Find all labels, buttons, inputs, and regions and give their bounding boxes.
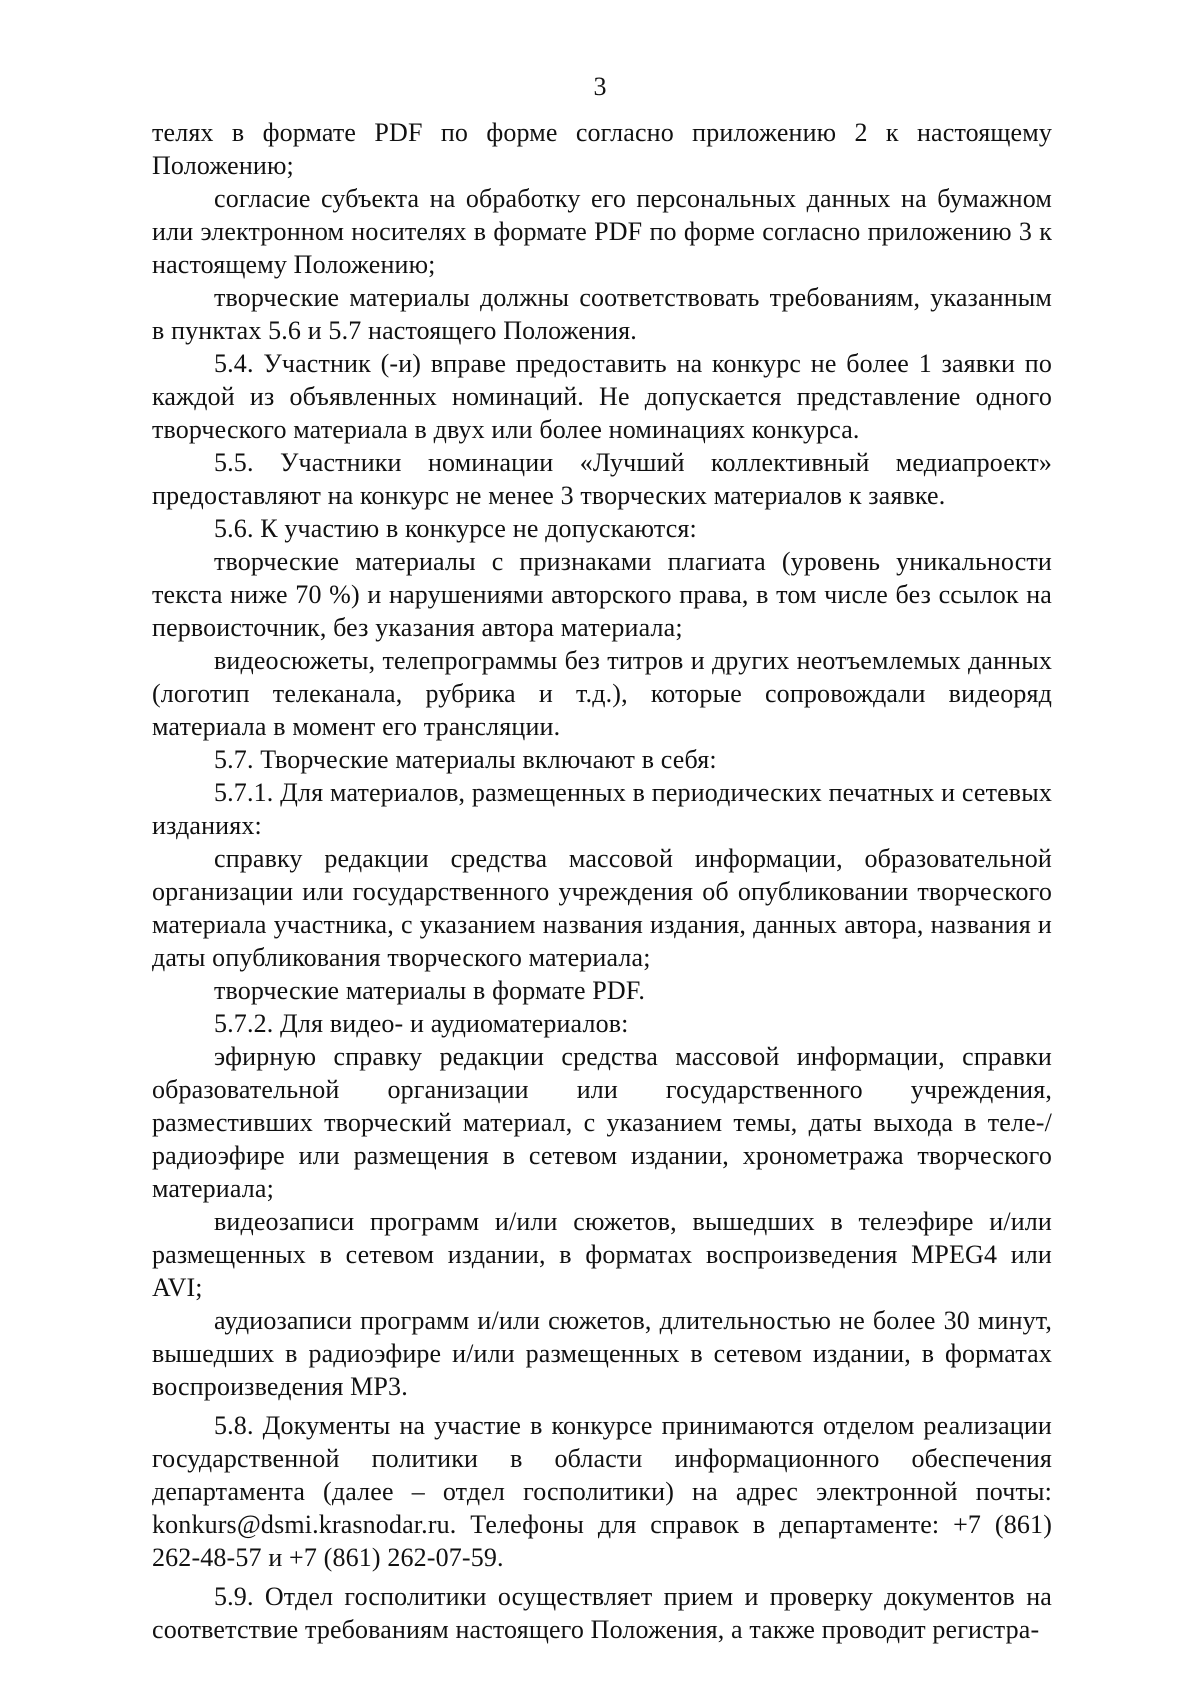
document-body: [152, 116, 1052, 1646]
paragraph-video-titles: видеосюжеты, телепрограммы без титров и других неотъемлемых данных (логотип телеканала, рубрика и т.д.), которые сопровождали видеоряд материала в момент его трансляции.: [152, 646, 1052, 741]
paragraph-continuation: телях в формате PDF по форме согласно приложению 2 к настоящему Положению;: [152, 118, 1052, 180]
paragraph-5-5: 5.5. Участники номинации «Лучший коллективный медиапроект» предоставляют на конкурс не менее 3 творческих материалов к заявке.: [152, 448, 1052, 510]
paragraph-5-8: 5.8. Документы на участие в конкурсе принимаются отделом реализации государственной политики в области информационного обеспечения департамента (далее – отдел госполитики) на адрес электронной почты: konkurs@dsmi.krasnodar.ru. Телефоны для справок в департаменте: +7 (861) 262-48-57 и +7 (861) 262-07-59.: [152, 1411, 1052, 1572]
paragraph-audio-recordings: аудиозаписи программ и/или сюжетов, длительностью не более 30 минут, вышедших в радиоэфире и/или размещенных в сетевом издании, в форматах воспроизведения MP3.: [152, 1306, 1052, 1401]
paragraph-5-7-1: 5.7.1. Для материалов, размещенных в периодических печатных и сетевых изданиях:: [152, 778, 1052, 840]
paragraph-5-6: 5.6. К участию в конкурсе не допускаются:: [214, 514, 697, 543]
paragraph-broadcast-reference: эфирную справку редакции средства массовой информации, справки образовательной организации или государственного учреждения, разместивших творческий материал, с указанием темы, даты выхода в теле-/радиоэфире или размещения в сетевом издании, хронометража творческого материала;: [152, 1042, 1052, 1203]
paragraph-editorial-reference: справку редакции средства массовой информации, образовательной организации или государственного учреждения об опубликовании творческого материала участника, с указанием названия издания, данных автора, названия и даты опубликования творческого материала;: [152, 844, 1052, 972]
paragraph-pdf-materials: творческие материалы в формате PDF.: [214, 976, 646, 1005]
paragraph-plagiarism: творческие материалы с признаками плагиата (уровень уникальности текста ниже 70 %) и нарушениями авторского права, в том числе без ссылок на первоисточник, без указания автора материала;: [152, 547, 1052, 642]
paragraph-5-7-2: 5.7.2. Для видео- и аудиоматериалов:: [214, 1009, 629, 1038]
paragraph-5-9: 5.9. Отдел госполитики осуществляет прием и проверку документов на соответствие требованиям настоящего Положения, а также проводит регистра-: [152, 1582, 1052, 1644]
paragraph-requirements: творческие материалы должны соответствовать требованиям, указанным в пунктах 5.6 и 5.7 настоящего Положения.: [152, 283, 1052, 345]
paragraph-5-4: 5.4. Участник (-и) вправе предоставить на конкурс не более 1 заявки по каждой из объявленных номинаций. Не допускается представление одного творческого материала в двух или более номинациях конкурса.: [152, 349, 1052, 444]
paragraph-video-recordings: видеозаписи программ и/или сюжетов, вышедших в телеэфире и/или размещенных в сетевом издании, в форматах воспроизведения MPEG4 или AVI;: [152, 1207, 1052, 1302]
page-number: 3: [593, 72, 607, 101]
paragraph-consent: согласие субъекта на обработку его персональных данных на бумажном или электронном носителях в формате PDF по форме согласно приложению 3 к настоящему Положению;: [152, 184, 1052, 279]
paragraph-5-7: 5.7. Творческие материалы включают в себя:: [214, 745, 717, 774]
